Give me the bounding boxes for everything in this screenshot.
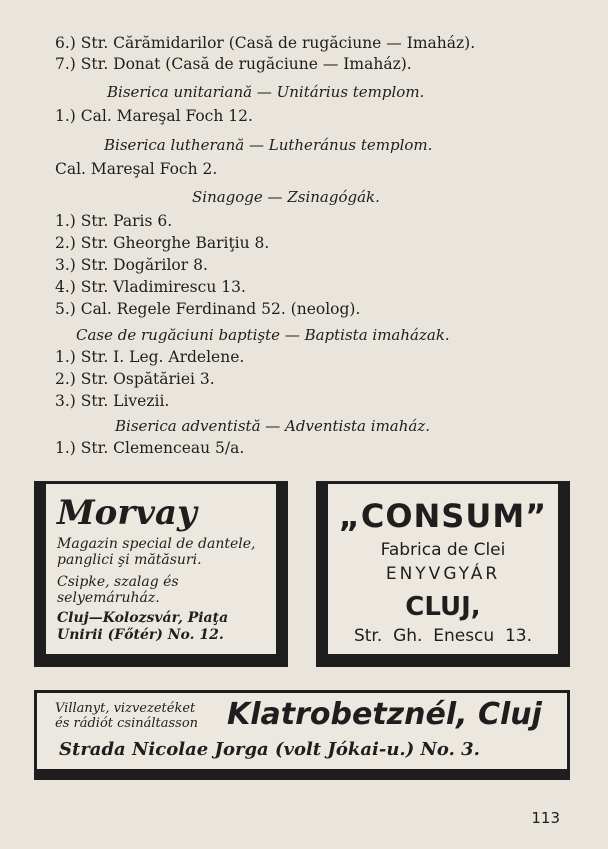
ad-consum-city: CLUJ,: [405, 592, 481, 622]
entry-line: 1.) Str. Clemenceau 5/a.: [55, 439, 245, 457]
ad-klatrobetz-small-1: Villanyt, vizvezetéket: [55, 701, 196, 716]
ad-morvay-address: Cluj—Kolozsvár, Piaţa Unirii (Főtér) No. 12.: [57, 610, 229, 643]
ad-morvay-name: Morvay: [57, 493, 197, 533]
section-heading: Case de rugăciuni baptişte — Baptista imaházak.: [76, 326, 450, 344]
entry-line: 3.) Str. Dogărilor 8.: [55, 256, 208, 274]
entry-line: Cal. Mareşal Foch 2.: [55, 160, 218, 178]
ad-consum-name: „CONSUM”: [338, 497, 548, 535]
entry-line: 5.) Cal. Regele Ferdinand 52. (neolog).: [55, 300, 361, 318]
ad-border: [37, 654, 285, 664]
entry-line: 2.) Str. Ospătăriei 3.: [55, 370, 215, 388]
ad-border: [319, 484, 328, 664]
page-number: 113: [531, 809, 560, 827]
section-heading: Biserica lutherană — Lutheránus templom.: [104, 136, 433, 154]
ad-border: [558, 484, 567, 664]
ad-morvay-tagline-ro: Magazin special de dantele, panglici şi mătăsuri.: [57, 536, 256, 568]
section-heading: Biserica unitariană — Unitárius templom.: [107, 83, 425, 101]
entry-line: 4.) Str. Vladimirescu 13.: [55, 278, 246, 296]
ad-border: [319, 654, 567, 664]
entry-line: 1.) Cal. Mareşal Foch 12.: [55, 107, 253, 125]
entry-line: 3.) Str. Livezii.: [55, 392, 170, 410]
section-heading: Sinagoge — Zsinagógák.: [192, 188, 380, 206]
ad-klatrobetz: [34, 690, 570, 780]
entry-line: 1.) Str. Paris 6.: [55, 212, 173, 230]
ad-consum: [316, 481, 570, 667]
ad-consum-address: Str. Gh. Enescu 13.: [353, 626, 533, 646]
entry-line: 1.) Str. I. Leg. Ardelene.: [55, 348, 245, 366]
ad-border: [37, 484, 46, 664]
ad-consum-line-ro: Fabrica de Clei: [380, 540, 506, 560]
entry-line: 2.) Str. Gheorghe Bariţiu 8.: [55, 234, 270, 252]
ad-klatrobetz-name: Klatrobetznél, Cluj: [227, 697, 542, 732]
entry-line: 7.) Str. Donat (Casă de rugăciune — Imaház).: [55, 55, 412, 73]
ad-consum-line-hu: ENYVGYÁR: [385, 564, 501, 584]
ad-morvay: [34, 481, 288, 667]
entry-line: 6.) Str. Cărămidarilor (Casă de rugăciune — Imaház).: [55, 34, 476, 52]
ad-morvay-tagline-hu: Csipke, szalag és selyemáruház.: [57, 574, 179, 606]
section-heading: Biserica adventistă — Adventista imaház.: [115, 417, 431, 435]
ad-klatrobetz-address: Strada Nicolae Jorga (volt Jókai-u.) No. 3.: [59, 739, 480, 760]
ad-border: [37, 769, 567, 777]
ad-border: [276, 484, 285, 664]
ad-klatrobetz-small-2: és rádiót csináltasson: [55, 716, 199, 731]
